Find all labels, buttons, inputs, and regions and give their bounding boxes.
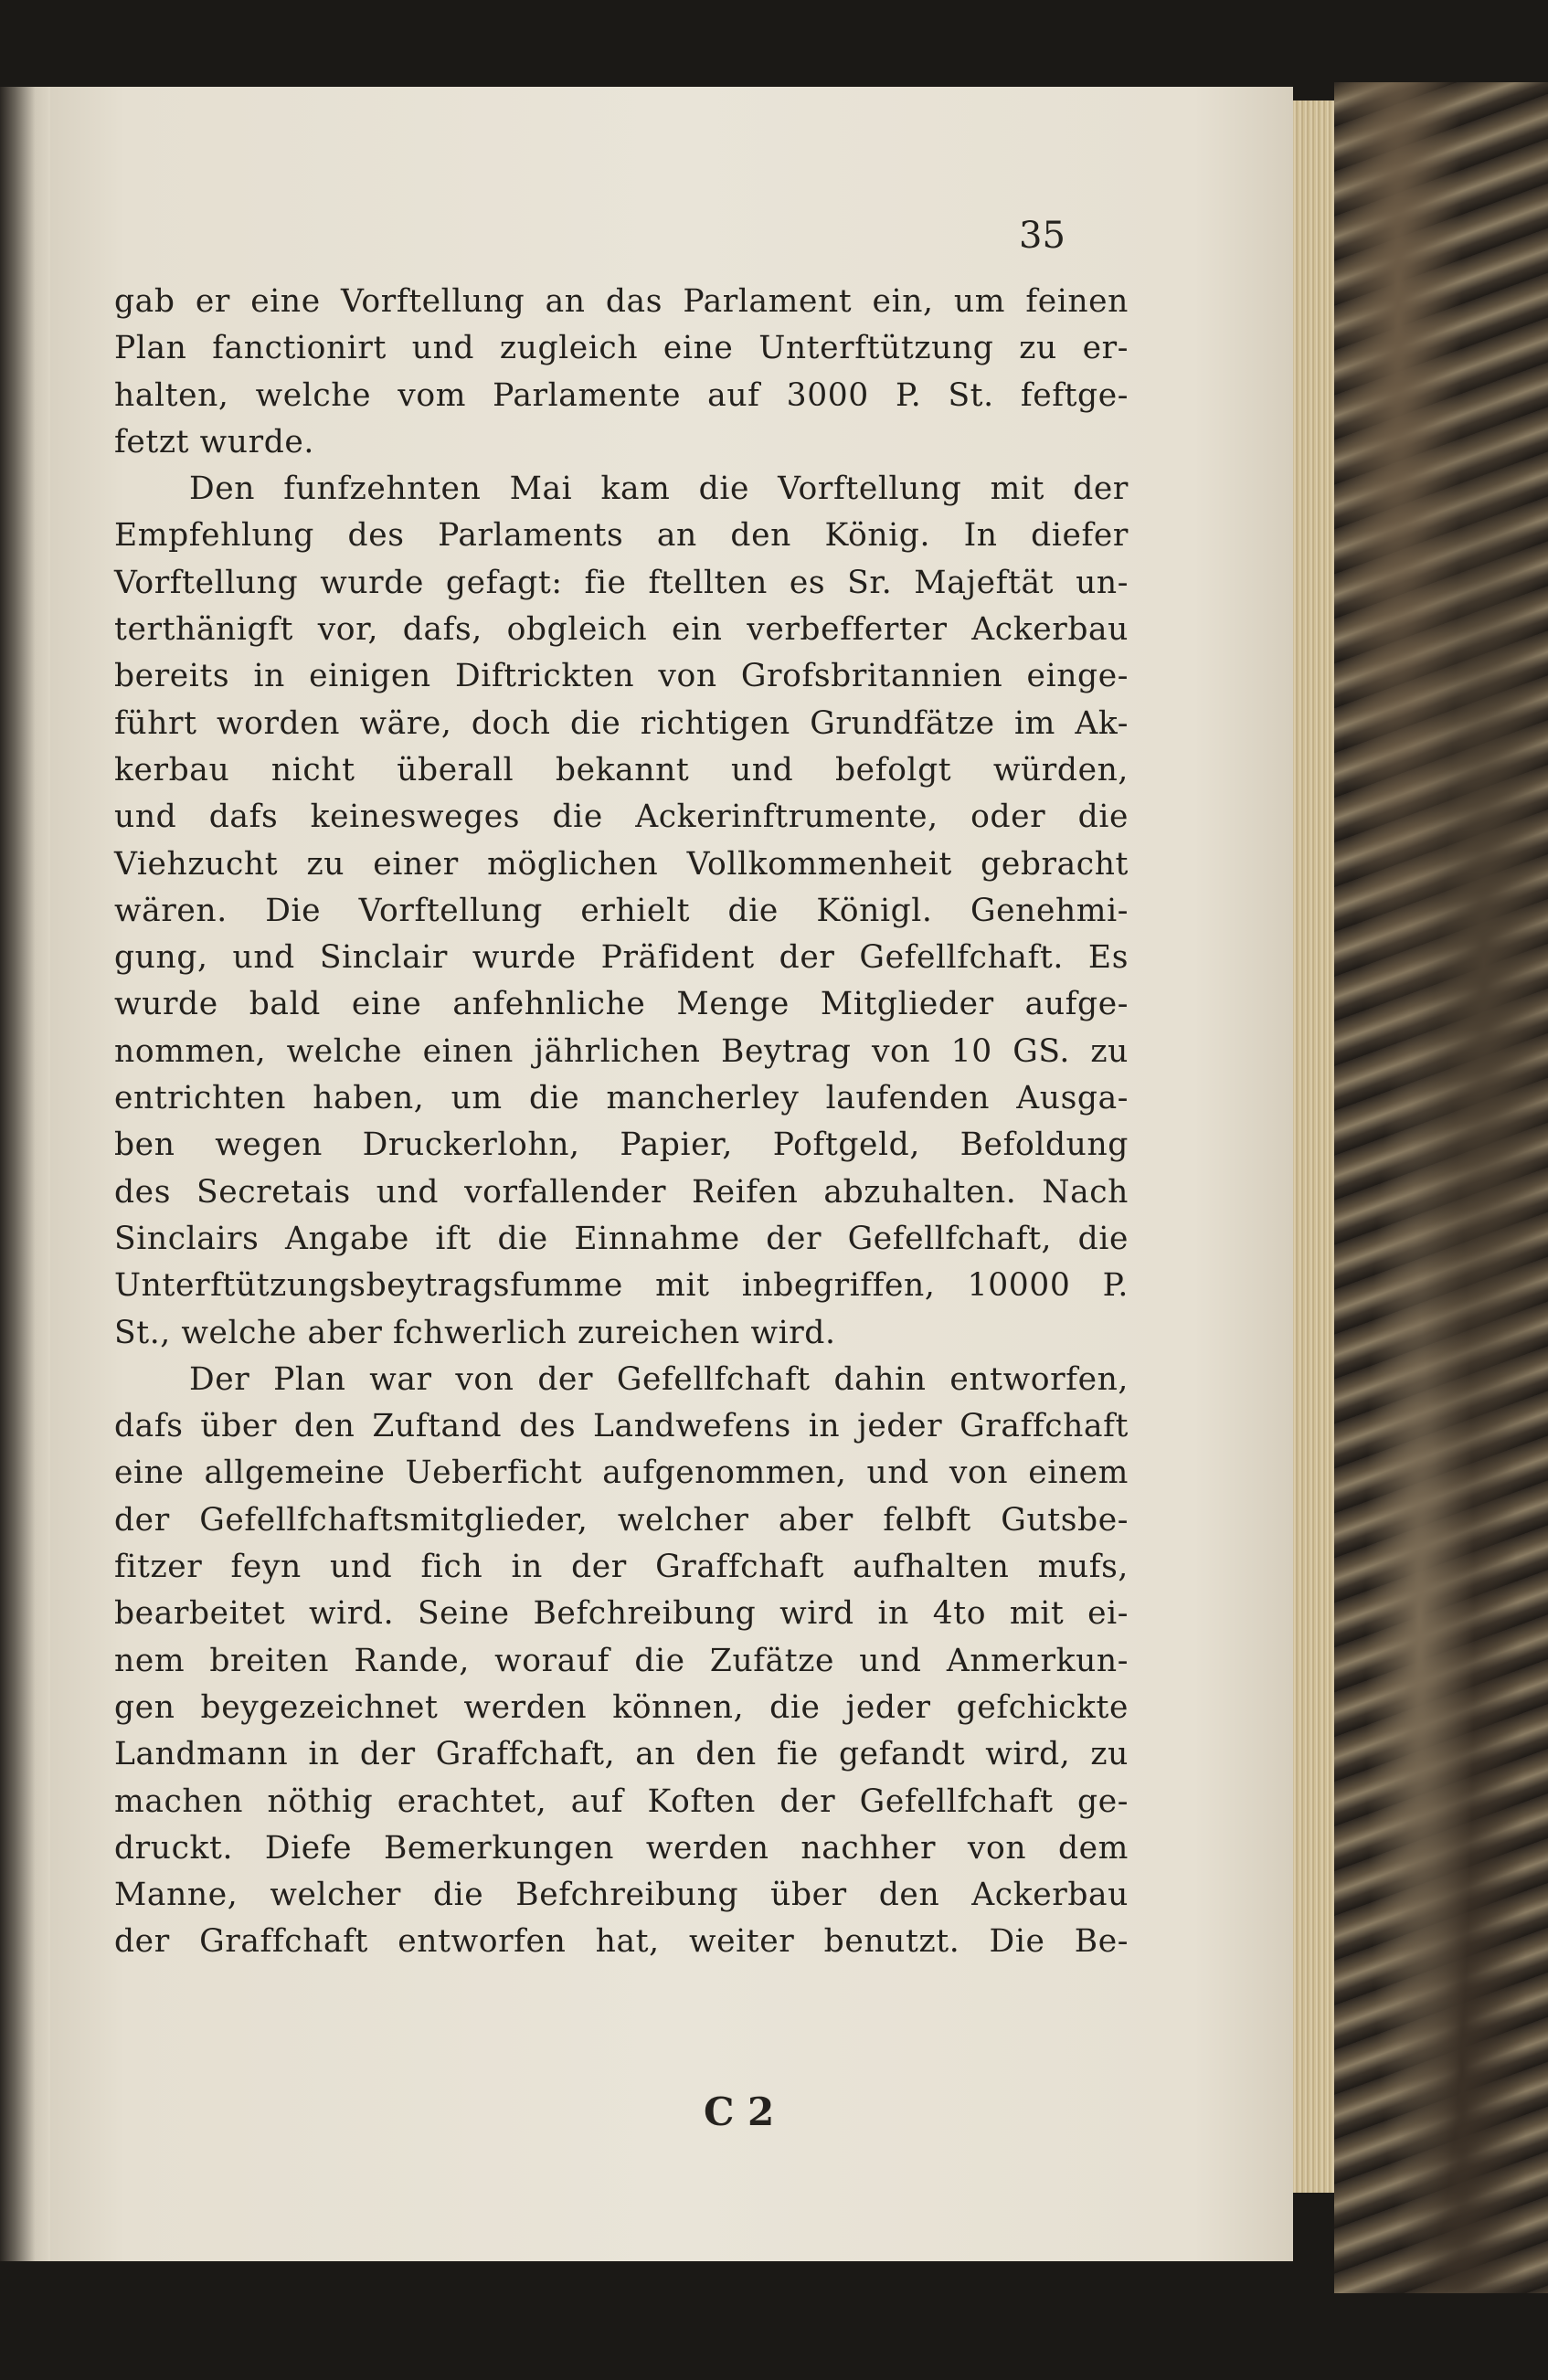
text-line: kerbau nicht überall bekannt und befolgt würden,: [114, 751, 1129, 788]
text-line: Der Plan war von der Gefellfchaft dahin entworfen,: [189, 1360, 1129, 1398]
text-line: Landmann in der Graffchaft, an den fie gefandt wird, zu: [114, 1736, 1129, 1773]
body-text: [114, 279, 1129, 1966]
text-line: gung, und Sinclair wurde Präfident der Gefellfchaft. Es: [114, 939, 1129, 977]
text-line: machen nöthig erachtet, auf Koften der Gefellfchaft ge-: [114, 1782, 1129, 1820]
text-line: Den funfzehnten Mai kam die Vorftellung mit der: [189, 471, 1129, 508]
text-line: wurde bald eine anfehnliche Menge Mitglieder aufge-: [114, 986, 1129, 1023]
text-line: Sinclairs Angabe ift die Einnahme der Gefellfchaft, die: [114, 1220, 1129, 1257]
text-line: wären. Die Vorftellung erhielt die Königl. Genehmi-: [114, 892, 1129, 929]
text-line: Manne, welcher die Befchreibung über den Ackerbau: [114, 1877, 1129, 1914]
text-line: gen beygezeichnet werden können, die jeder gefchickte: [114, 1688, 1129, 1726]
text-line: Empfehlung des Parlaments an den König. In diefer: [114, 517, 1129, 555]
text-line: führt worden wäre, doch die richtigen Grundfätze im Ak-: [114, 704, 1129, 742]
page-number: 35: [1019, 215, 1066, 257]
text-line: St., welche aber fchwerlich zureichen wird.: [114, 1314, 836, 1351]
text-line: der Gefellfchaftsmitglieder, welcher aber felbft Gutsbe-: [114, 1501, 1129, 1539]
text-line: dafs über den Zuftand des Landwefens in jeder Graffchaft: [114, 1408, 1129, 1445]
text-line: bearbeitet wird. Seine Befchreibung wird in 4to mit ei-: [114, 1595, 1129, 1633]
left-page-edge: [0, 87, 50, 2261]
text-line: eine allgemeine Ueberficht aufgenommen, und von einem: [114, 1454, 1129, 1492]
page-edges: [1293, 100, 1334, 2193]
text-line: entrichten haben, um die mancherley laufenden Ausga-: [114, 1080, 1129, 1117]
text-line: halten, welche vom Parlamente auf 3000 P. St. feftge-: [114, 376, 1129, 414]
book-page: [50, 87, 1293, 2261]
text-line: terthänigft vor, dafs, obgleich ein verbefferter Ackerbau: [114, 611, 1129, 649]
text-line: nem breiten Rande, worauf die Zufätze und Anmerkun-: [114, 1642, 1129, 1679]
text-line: Plan fanctionirt und zugleich eine Unterftützung zu er-: [114, 330, 1129, 367]
text-line: fitzer feyn und fich in der Graffchaft aufhalten mufs,: [114, 1549, 1129, 1586]
signature-mark: C 2: [704, 2089, 775, 2134]
text-line: Viehzucht zu einer möglichen Vollkommenheit gebracht: [114, 845, 1129, 883]
text-line: bereits in einigen Diftrickten von Grofsbritannien einge-: [114, 658, 1129, 695]
text-line: nommen, welche einen jährlichen Beytrag von 10 GS. zu: [114, 1032, 1129, 1070]
text-line: fetzt wurde.: [114, 423, 314, 460]
text-line: druckt. Diefe Bemerkungen werden nachher von dem: [114, 1829, 1129, 1867]
text-line: Unterftützungsbeytragsfumme mit inbegriffen, 10000 P.: [114, 1267, 1129, 1305]
marbled-cover: [1334, 82, 1548, 2293]
text-line: Vorftellung wurde gefagt: fie ftellten es Sr. Majeftät un-: [114, 564, 1129, 601]
text-line: des Secretais und vorfallender Reifen abzuhalten. Nach: [114, 1173, 1129, 1211]
text-line: und dafs keinesweges die Ackerinftrumente, oder die: [114, 799, 1129, 836]
text-line: ben wegen Druckerlohn, Papier, Poftgeld, Befoldung: [114, 1127, 1129, 1164]
text-line: gab er eine Vorftellung an das Parlament ein, um feinen: [114, 283, 1129, 320]
text-line: der Graffchaft entworfen hat, weiter benutzt. Die Be-: [114, 1923, 1129, 1961]
